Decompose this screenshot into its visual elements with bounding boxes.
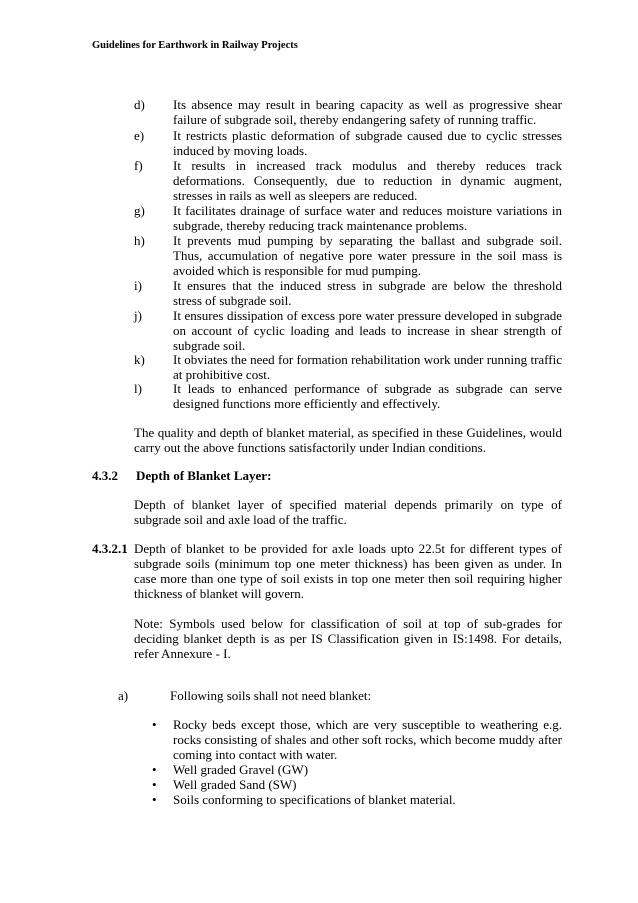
list-item-f [134, 158, 562, 203]
item-a [118, 688, 371, 703]
list-item-h [134, 233, 562, 278]
section-title: Depth of Blanket Layer: [136, 468, 272, 483]
item-a-marker: a) [118, 688, 129, 703]
list-text: It facilitates drainage of surface water and reduces moisture variations in subgrade, thereby reducing track maintenance problems. [173, 203, 562, 234]
list-item-i [134, 278, 562, 308]
list-item-g [134, 203, 562, 233]
list-marker: h) [134, 233, 145, 248]
list-marker: f) [134, 158, 143, 173]
list-text: It prevents mud pumping by separating the ballast and subgrade soil. Thus, accumulation of negative pore water pressure in the soil mass is avoided which is responsible for mud pumping. [173, 233, 562, 279]
item-a-text: Following soils shall not need blanket: [170, 688, 372, 703]
bullet-icon: • [152, 792, 157, 808]
section-4-3-2-paragraph: Depth of blanket layer of specified material depends primarily on type of subgrade soil and axle load of the traffic. [134, 497, 562, 528]
section-4-3-2-1 [92, 541, 562, 601]
bullet-text: Rocky beds except those, which are very susceptible to weathering e.g. rocks consisting of shales and other soft rocks, which become muddy after coming into contact with water. [173, 717, 562, 763]
bullet-icon: • [152, 762, 157, 778]
note-paragraph: Note: Symbols used below for classification of soil at top of sub-grades for deciding blanket depth is as per IS Classification given in IS:1498. For details, refer Annexure - I. [134, 616, 562, 662]
list-item-j [134, 308, 562, 353]
list-text: It leads to enhanced performance of subgrade as subgrade can serve designed functions more efficiently and effectively. [173, 381, 562, 412]
bullet-text: Well graded Sand (SW) [173, 777, 297, 793]
list-text: It results in increased track modulus and thereby reduces track deformations. Consequently, due to reduction in dynamic augment, stresses in rails as well as sleepers are reduced. [173, 158, 562, 204]
list-text: It restricts plastic deformation of subgrade caused due to cyclic stresses induced by moving loads. [173, 128, 562, 159]
list-text: Its absence may result in bearing capacity as well as progressive shear failure of subgrade soil, thereby endangering safety of running traffic. [173, 97, 562, 128]
list-marker: d) [134, 97, 145, 112]
list-item-d [134, 97, 562, 127]
bullet-icon: • [152, 717, 157, 732]
page-header: Guidelines for Earthwork in Railway Projects [92, 40, 298, 51]
bullet-text: Soils conforming to specifications of blanket material. [173, 792, 456, 808]
list-marker: i) [134, 278, 142, 293]
section-number: 4.3.2.1 [92, 541, 128, 556]
list-marker: k) [134, 352, 145, 367]
bullet-item [152, 777, 562, 792]
summary-paragraph: The quality and depth of blanket material, as specified in these Guidelines, would carry out the above functions satisfactorily under Indian conditions. [134, 425, 562, 456]
bullet-text: Well graded Gravel (GW) [173, 762, 309, 778]
section-4-3-2-1-paragraph: Depth of blanket to be provided for axle loads upto 22.5t for different types of subgrade soils (minimum top one meter thickness) has been given as under. In case more than one type of soil exists in top one meter then soil requiring higher thickness of blanket will govern. [134, 541, 562, 602]
bullet-icon: • [152, 777, 157, 793]
list-marker: g) [134, 203, 145, 218]
list-text: It ensures that the induced stress in subgrade are below the threshold stress of subgrade soil. [173, 278, 562, 309]
bullet-item [152, 717, 562, 762]
section-heading-4-3-2 [92, 468, 271, 483]
list-marker: j) [134, 308, 142, 323]
list-marker: l) [134, 381, 142, 396]
list-item-l [134, 381, 562, 411]
bullet-item [152, 762, 562, 777]
list-item-k [134, 352, 562, 382]
list-text: It obviates the need for formation rehabilitation work under running traffic at prohibitive cost. [173, 352, 562, 383]
bullet-item [152, 792, 562, 807]
section-number: 4.3.2 [92, 468, 118, 483]
list-marker: e) [134, 128, 145, 143]
list-text: It ensures dissipation of excess pore water pressure developed in subgrade on account of cyclic loading and leads to increase in shear strength of subgrade soil. [173, 308, 562, 354]
bullet-list [152, 717, 562, 808]
list-item-e [134, 128, 562, 158]
